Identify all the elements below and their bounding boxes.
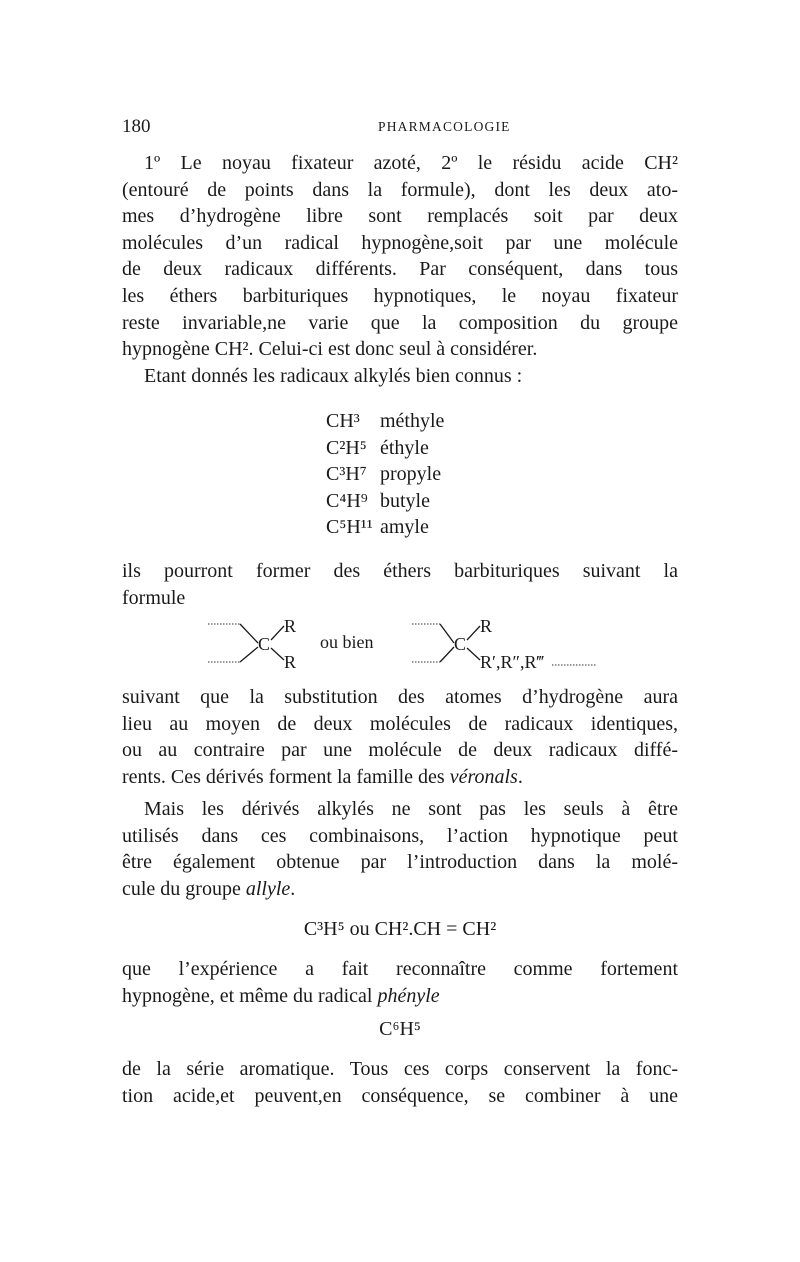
radical-formula: C³H⁷: [326, 463, 367, 486]
barbiturate-formula-diagram: [200, 614, 620, 678]
radical-row: [326, 461, 444, 488]
text-line: Mais les dérivés alkylés ne sont pas les seuls à être: [144, 798, 678, 820]
paragraph-formule: [122, 558, 678, 611]
radical-label: R: [480, 616, 493, 636]
text-line: utilisés dans ces combinaisons, l’action hypnotique peut: [122, 824, 678, 847]
text-line: lieu au moyen de deux molécules de radicaux identiques,: [122, 712, 678, 735]
text-line: tion acide,et peuvent,en conséquence, se combiner à une: [122, 1084, 678, 1107]
text-line: suivant que la substitution des atomes d’hydrogène aura: [122, 686, 678, 708]
radical-formula: CH³: [326, 410, 360, 432]
paragraph-aromatique: [122, 1056, 678, 1109]
radical-row: [326, 435, 444, 462]
running-head: PHARMACOLOGIE: [378, 119, 511, 134]
radical-name: propyle: [380, 463, 442, 486]
text-line: rents. Ces dérivés forment la famille des véronals.: [122, 765, 523, 788]
radical-label: R: [284, 616, 297, 636]
radical-row: [326, 488, 444, 515]
allyl-formula: C³H⁵ ou CH².CH = CH²: [303, 918, 497, 940]
text-line: molécules d’un radical hypnogène,soit par une molécule: [122, 231, 678, 254]
radical-formula: C⁵H¹¹: [326, 516, 373, 539]
radical-name: éthyle: [380, 436, 429, 459]
text-line: que l’expérience a fait reconnaître comme fortement: [122, 958, 678, 980]
text-line: cule du groupe allyle.: [122, 877, 296, 900]
radical-name: amyle: [380, 516, 429, 539]
carbon-label: C: [258, 634, 271, 654]
italic-term: allyle: [245, 877, 291, 900]
radical-name: méthyle: [380, 410, 445, 432]
paragraph-phenyle: [122, 956, 678, 1009]
page-number: 180: [122, 116, 151, 137]
paragraph-noyau: [122, 150, 678, 389]
carbon-label: C: [454, 634, 467, 654]
text-line: les éthers barbituriques hypnotiques, le noyau fixateur: [122, 284, 678, 307]
text-line: être également obtenue par l’introduction dans la molé-: [122, 851, 678, 874]
radical-row: [326, 514, 444, 541]
radical-formula: C⁴H⁹: [326, 489, 368, 512]
text-line: reste invariable,ne varie que la composition du groupe: [122, 311, 678, 334]
phenyl-formula: C⁶H⁵: [379, 1018, 421, 1040]
connector-text: ou bien: [320, 632, 374, 652]
text-line: hypnogène, et même du radical phényle: [122, 984, 440, 1007]
radicals-list: [326, 408, 444, 541]
text-line: hypnogène CH². Celui-ci est donc seul à considérer.: [122, 338, 538, 361]
page-header: [122, 116, 682, 138]
radical-name: butyle: [380, 489, 430, 512]
text-line: 1º Le noyau fixateur azoté, 2º le résidu acide CH²: [144, 152, 678, 174]
radical-label: R′,R″,R‴: [480, 652, 544, 672]
text-line: ou au contraire par une molécule de deux radicaux diffé-: [122, 739, 678, 762]
text-line: Etant donnés les radicaux alkylés bien connus :: [144, 364, 523, 387]
radical-label: R: [284, 652, 297, 672]
text-line: (entouré de points dans la formule), dont les deux ato-: [122, 178, 678, 201]
text-line: ils pourront former des éthers barbituriques suivant la: [122, 560, 678, 582]
italic-term: phényle: [377, 984, 440, 1007]
paragraph-substitution: [122, 684, 678, 790]
right-structure: [412, 616, 596, 672]
text-line: formule: [122, 586, 186, 609]
text-line: de deux radicaux différents. Par conséquent, dans tous: [122, 258, 678, 281]
text-line: de la série aromatique. Tous ces corps conservent la fonc-: [122, 1058, 678, 1080]
radical-row: [326, 408, 444, 435]
text-line: mes d’hydrogène libre sont remplacés soit par deux: [122, 205, 678, 228]
paragraph-allyle: [122, 796, 678, 902]
left-structure: [208, 616, 296, 672]
radical-formula: C²H⁵: [326, 436, 367, 459]
italic-term: véronals: [449, 765, 518, 788]
